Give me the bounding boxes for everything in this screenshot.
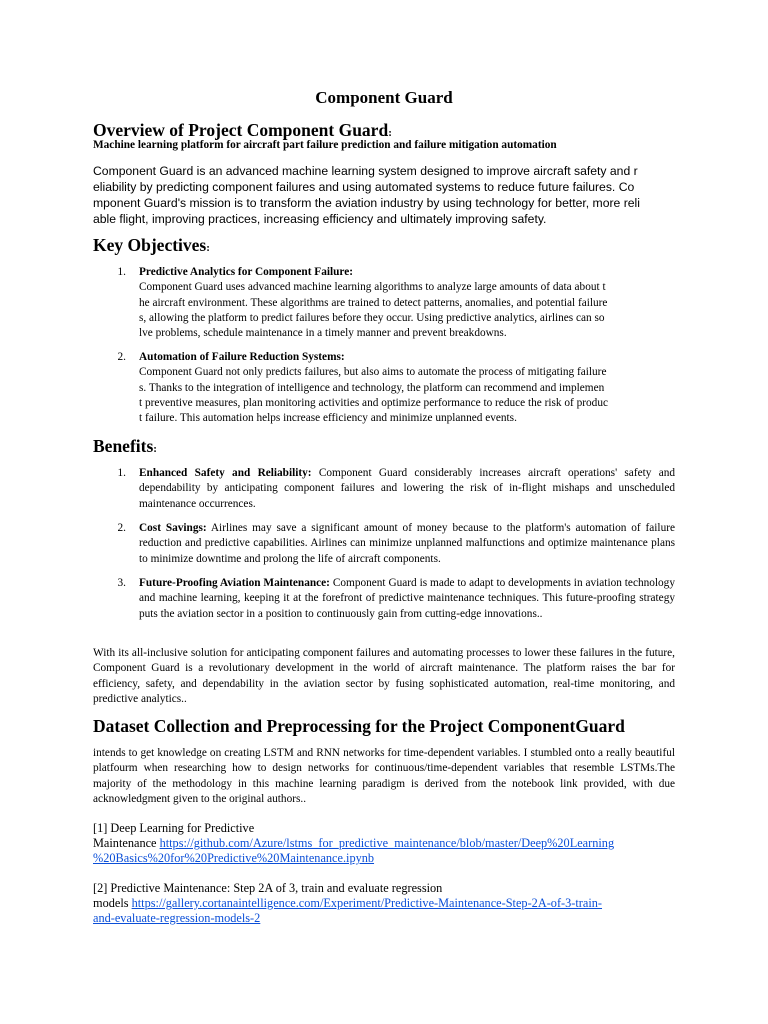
objective-title: Automation of Failure Reduction Systems: (139, 351, 345, 363)
objective-line: he aircraft environment. These algorithms are trained to detect patterns, anomalies, and potential failure (139, 296, 608, 309)
objective-line: t failure. This automation helps increase efficiency and minimize unplanned events. (139, 412, 517, 425)
reference-prefix: models (93, 896, 132, 910)
benefit-title: Future-Proofing Aviation Maintenance: (139, 577, 330, 589)
reference-prefix: Maintenance (93, 836, 160, 850)
dataset-intro: intends to get knowledge on creating LSTM and RNN networks for time-dependent variables. I stumbled onto a really beautiful platfourm when researching how to design networks for continuous/time-dependent variables that resemble LSTMs.The majority of the methodology in this machine learning paradigm is derived from the notebook link provided, with due acknowledgment given to the original authors.. (93, 747, 675, 805)
overview-line: eliability by predicting component failures and using automated systems to reduce future failures. Co (93, 180, 635, 194)
objective-item (139, 350, 675, 426)
benefit-item (139, 521, 675, 567)
overview-paragraph (93, 163, 693, 227)
benefit-number: 1. (117, 467, 126, 479)
dataset-heading: Dataset Collection and Preprocessing for the Project ComponentGuard (93, 716, 625, 736)
objective-line: s. Thanks to the integration of intelligence and technology, the platform can recommend and implemen (139, 381, 605, 394)
objectives-heading-text: Key Objectives (93, 235, 207, 255)
objective-title: Predictive Analytics for Component Failure: (139, 266, 353, 278)
objective-item (139, 265, 675, 341)
benefit-text: Airlines may save a significant amount of money because to the platform's automation of failure reduction and predictive capabilities. Airlines can minimize unplanned malfunctions and optimize maintenance plans to minimize downtime and prolong the life of aircraft components. (139, 522, 675, 565)
reference-link-cont[interactable]: %20Basics%20for%20Predictive%20Maintenance.ipynb (93, 851, 375, 865)
benefits-heading (93, 436, 157, 457)
benefit-number: 2. (117, 522, 126, 534)
reference-title: [2] Predictive Maintenance: Step 2A of 3, train and evaluate regression (93, 881, 443, 895)
reference-link-cont[interactable]: and-evaluate-regression-models-2 (93, 911, 261, 925)
objective-line: Component Guard uses advanced machine learning algorithms to analyze large amounts of data about t (139, 281, 606, 294)
benefit-title: Cost Savings: (139, 522, 207, 534)
benefits-heading-colon: : (153, 443, 157, 455)
benefit-text: Component Guard considerably increases aircraft operations' safety and dependability by anticipating component failures and lowering the risk of in-flight mishaps and unscheduled maintenance occurrences. (139, 467, 675, 510)
benefits-summary: With its all-inclusive solution for anticipating component failures and automating processes to lower these failures in the future, Component Guard is a revolutionary development in the world of aircraft maintenance. The platform raises the bar for efficiency, safety, and dependability in the aviation sector by fusing sophisticated automation, real-time monitoring, and predictive analytics.. (93, 647, 675, 705)
document-title: Component Guard (315, 88, 453, 107)
overview-subtitle: Machine learning platform for aircraft part failure prediction and failure mitigation automation (93, 139, 557, 151)
benefit-item (139, 576, 675, 622)
reference-2 (93, 881, 693, 926)
objective-line: lve problems, schedule maintenance in a timely manner and prevent breakdowns. (139, 327, 507, 340)
benefit-text: Component Guard is made to adapt to developments in aviation technology and machine learning, keeping it at the forefront of predictive maintenance techniques. This future-proofing strategy puts the aviation sector in a position to continuously gain from cutting-edge innovations.. (139, 577, 675, 620)
objective-line: t preventive measures, plan monitoring activities and optimize performance to reduce the risk of produc (139, 396, 608, 409)
overview-heading-text: Overview of Project Component Guard (93, 120, 389, 140)
objectives-heading (93, 235, 210, 256)
overview-line: able flight, improving practices, increasing efficiency and ultimately improving safety. (93, 212, 547, 226)
overview-heading (93, 120, 392, 141)
objective-number: 1. (117, 266, 126, 278)
overview-line: Component Guard is an advanced machine learning system designed to improve aircraft safety and r (93, 164, 638, 178)
benefits-heading-text: Benefits (93, 436, 154, 456)
reference-1 (93, 821, 693, 866)
objective-number: 2. (117, 351, 126, 363)
benefit-number: 3. (117, 577, 126, 589)
overview-heading-colon: : (388, 127, 392, 139)
benefit-item (139, 466, 675, 512)
reference-title: [1] Deep Learning for Predictive (93, 821, 255, 835)
benefit-title: Enhanced Safety and Reliability: (139, 467, 312, 479)
reference-link[interactable]: https://github.com/Azure/lstms_for_predictive_maintenance/blob/master/Deep%20Learning (159, 836, 615, 850)
objectives-heading-colon: : (206, 242, 210, 254)
reference-link[interactable]: https://gallery.cortanaintelligence.com/Experiment/Predictive-Maintenance-Step-2A-of-3-train- (131, 896, 603, 910)
objective-line: s, allowing the platform to predict failures before they occur. Using predictive analytics, airlines can so (139, 311, 605, 324)
overview-line: mponent Guard's mission is to transform the aviation industry by using technology for better, more reli (93, 196, 640, 210)
objective-line: Component Guard not only predicts failures, but also aims to automate the process of mitigating failure (139, 366, 607, 379)
